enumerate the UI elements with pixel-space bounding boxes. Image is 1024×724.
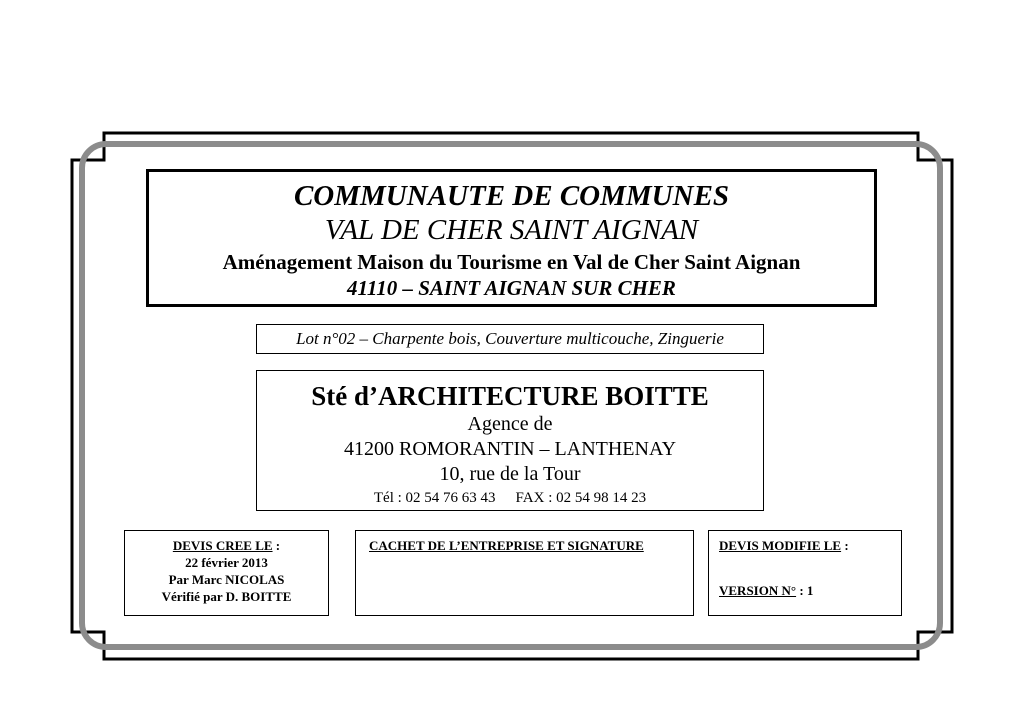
devis-cree-label: DEVIS CREE LE	[172, 538, 273, 553]
devis-cree-date: 22 février 2013	[185, 555, 268, 570]
version-line	[719, 582, 901, 599]
devis-modifie-label: DEVIS MODIFIE LE	[719, 538, 842, 553]
lot-box	[256, 324, 764, 354]
devis-cree-author: Par Marc NICOLAS	[168, 572, 285, 587]
devis-cree-colon: :	[272, 538, 281, 553]
client-name-line2: VAL DE CHER SAINT AIGNAN	[324, 214, 699, 246]
architect-fax: FAX : 02 54 98 14 23	[515, 490, 647, 506]
devis-cree-box	[124, 530, 329, 616]
project-title-box	[146, 169, 877, 307]
architect-city: 41200 ROMORANTIN – LANTHENAY	[343, 438, 677, 460]
architect-street: 10, rue de la Tour	[439, 463, 581, 485]
architect-agency-label: Agence de	[467, 413, 553, 435]
project-location: 41110 – SAINT AIGNAN SUR CHER	[347, 276, 676, 300]
cachet-label: CACHET DE L’ENTREPRISE ET SIGNATURE	[369, 538, 644, 553]
devis-cree-heading	[125, 537, 328, 554]
project-description: Aménagement Maison du Tourisme en Val de Cher Saint Aignan	[222, 250, 801, 274]
devis-modifie-heading	[719, 537, 901, 554]
devis-modifie-colon: :	[841, 538, 849, 553]
version-value: : 1	[796, 583, 814, 598]
client-name-line1: COMMUNAUTE DE COMMUNES	[293, 180, 730, 212]
cachet-signature-box	[355, 530, 694, 616]
devis-cree-verified: Vérifié par D. BOITTE	[161, 589, 292, 604]
architect-contact	[257, 488, 763, 508]
architect-tel: Tél : 02 54 76 63 43	[373, 490, 496, 506]
version-label: VERSION N°	[719, 583, 797, 598]
lot-text: Lot n°02 – Charpente bois, Couverture multicouche, Zinguerie	[296, 329, 724, 348]
architect-name: Sté d’ARCHITECTURE BOITTE	[311, 381, 709, 411]
devis-modifie-box	[708, 530, 902, 616]
devis-modifie-spacer	[719, 554, 901, 582]
architect-box	[256, 370, 764, 511]
